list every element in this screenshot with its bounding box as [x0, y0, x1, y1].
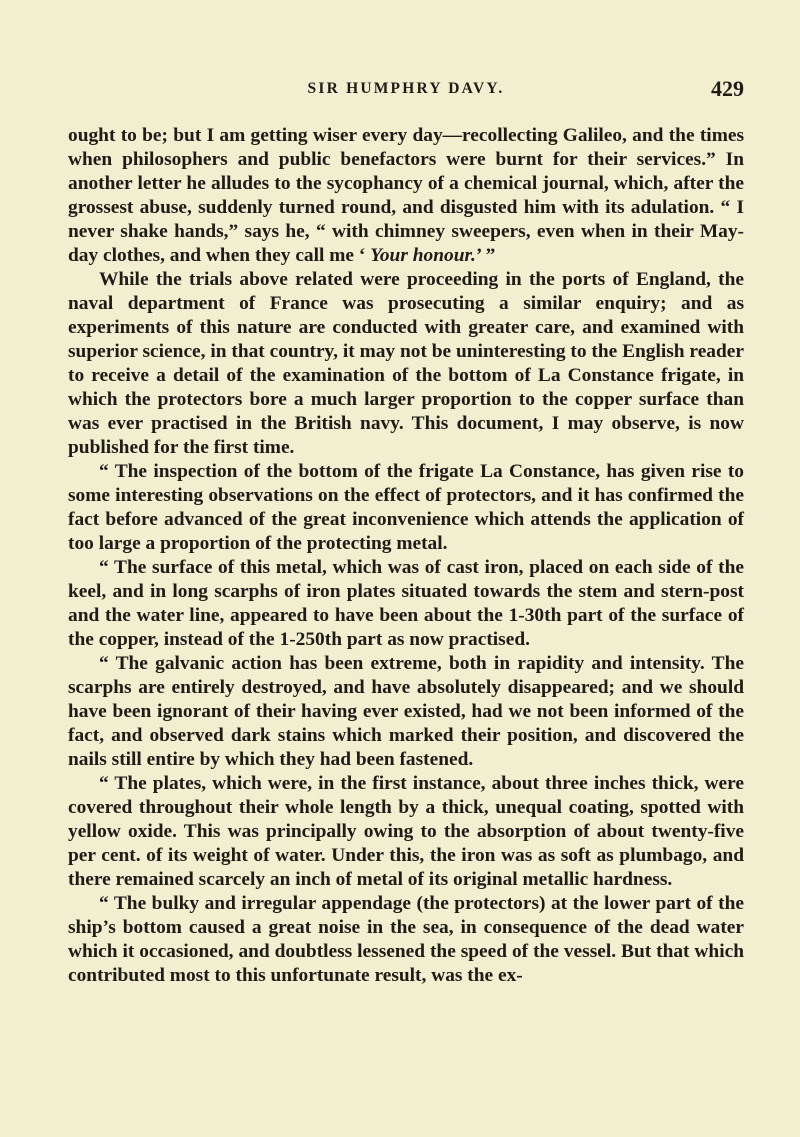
paragraph-1-italic: Your honour.	[370, 245, 476, 266]
paragraph-4: “ The surface of this metal, which was of cast iron, placed on each side of the keel, and in long scarphs of iron plates situated towards the stem and stern-post and the water line, appeared to have been about the 1-30th part of the surface of the copper, instead of the 1-250th part as now practised.	[68, 557, 744, 650]
paragraph-5: “ The galvanic action has been extreme, both in rapidity and intensity. The scarphs are entirely destroyed, and have absolutely disappeared; and we should have been ignorant of their having ever existed, had we not been informed of the fact, and observed dark stains which marked their position, and discovered the nails still entire by which they had been fastened.	[68, 653, 744, 770]
paragraph-1	[68, 124, 744, 268]
body-text	[68, 124, 744, 988]
page-header	[68, 76, 744, 106]
page-number: 429	[711, 76, 744, 101]
book-page	[68, 76, 744, 988]
paragraph-6: “ The plates, which were, in the first instance, about three inches thick, were covered throughout their whole length by a thick, unequal coating, spotted with yellow oxide. This was principally owing to the absorption of about twenty-five per cent. of its weight of water. Under this, the iron was as soft as plumbago, and there remained scarcely an inch of metal of its original metallic hardness.	[68, 773, 744, 890]
paragraph-1-end: ’ ”	[475, 245, 496, 266]
paragraph-3: “ The inspection of the bottom of the frigate La Constance, has given rise to some interesting observations on the effect of protectors, and it has confirmed the fact before advanced of the great inconvenience which attends the application of too large a proportion of the protecting metal.	[68, 461, 744, 554]
paragraph-2: While the trials above related were proceeding in the ports of England, the naval department of France was prosecuting a similar enquiry; and as experiments of this nature are conducted with greater care, and examined with superior science, in that country, it may not be uninteresting to the English reader to receive a detail of the examination of the bottom of La Constance frigate, in which the protectors bore a much larger proportion to the copper surface than was ever practised in the British navy. This document, I may observe, is now published for the first time.	[68, 269, 744, 458]
running-head: SIR HUMPHRY DAVY.	[307, 80, 505, 97]
paragraph-1-text: ought to be; but I am getting wiser every day—recollecting Galileo, and the times when philosophers and public benefactors were burnt for their services.” In another letter he alludes to the sycophancy of a chemical journal, which, after the grossest abuse, suddenly turned round, and disgusted him with its adulation. “ I never shake hands,” says he, “ with chimney sweepers, even when in their May-day clothes, and when they call me ‘	[68, 125, 744, 266]
paragraph-7: “ The bulky and irregular appendage (the protectors) at the lower part of the ship’s bottom caused a great noise in the sea, in consequence of the dead water which it occasioned, and doubtless lessened the speed of the vessel. But that which contributed most to this unfortunate result, was the ex-	[68, 893, 744, 986]
